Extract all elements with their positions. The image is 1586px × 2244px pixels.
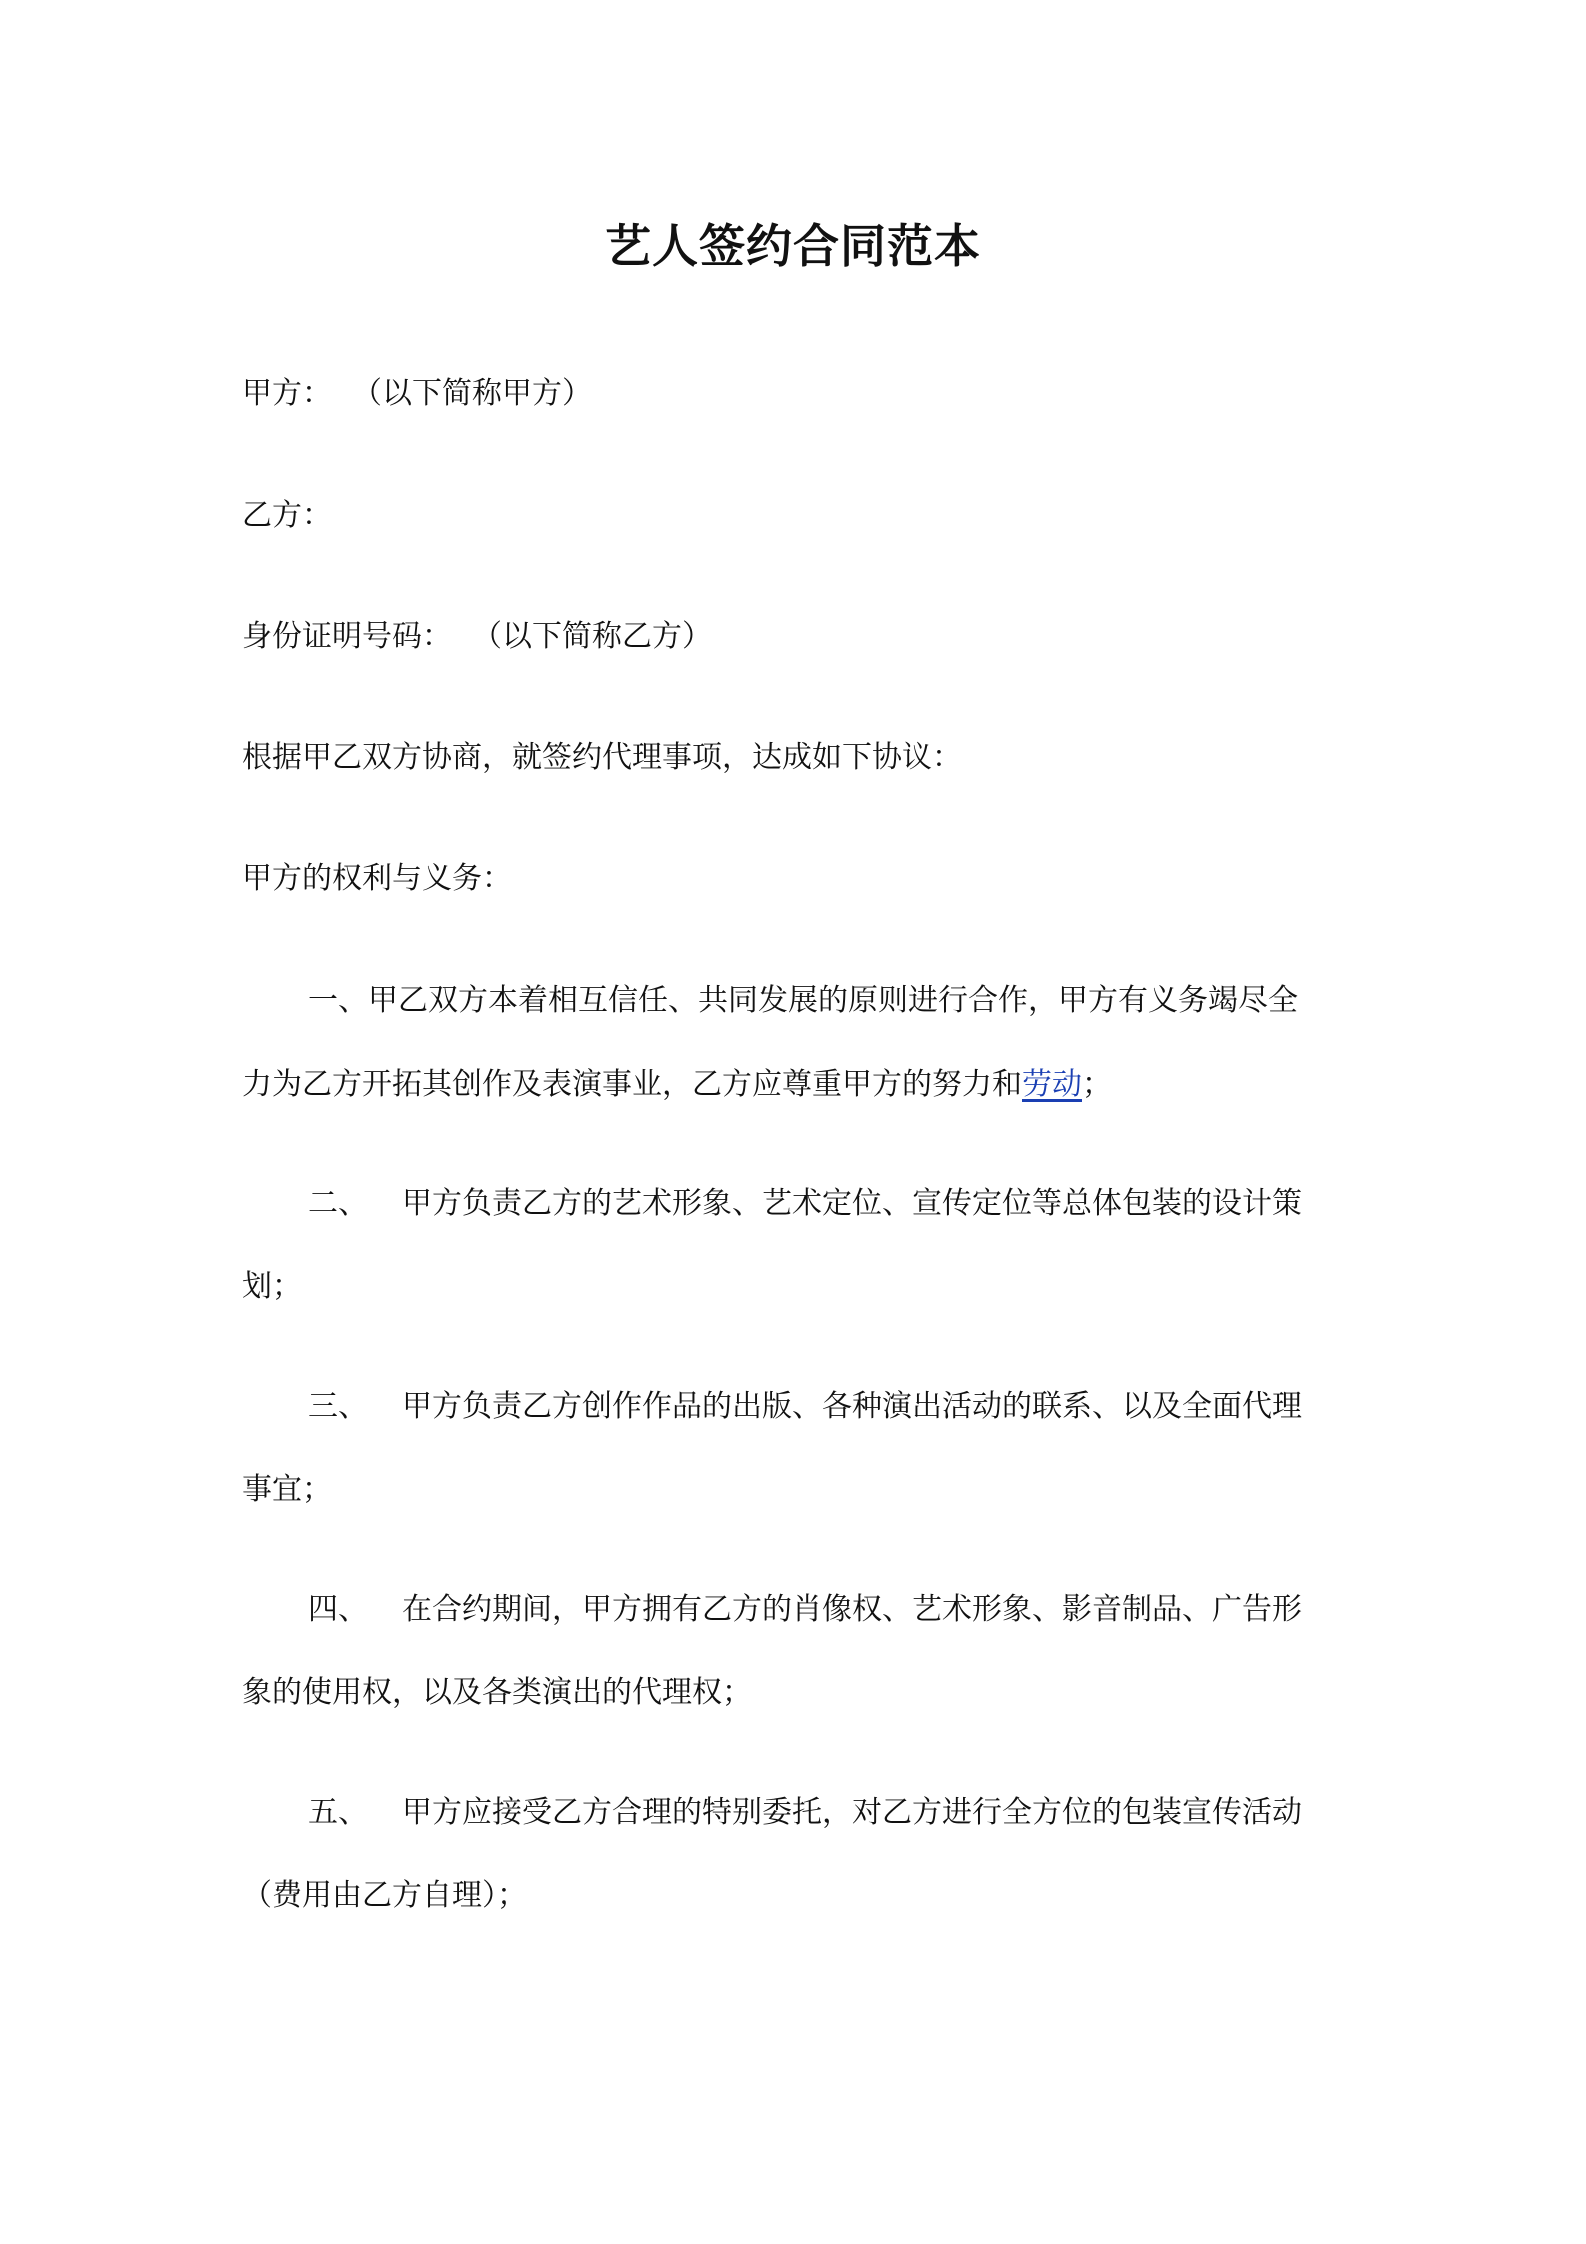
clause-4-line-2: 象的使用权，以及各类演出的代理权；	[242, 1675, 752, 1710]
clause-2-number: 二、	[308, 1186, 368, 1221]
party-b-label: 乙方：	[242, 498, 332, 533]
party-a-line	[242, 372, 592, 416]
clause-2-line-2: 划；	[242, 1269, 302, 1304]
party-a-note: （以下简称甲方）	[352, 376, 592, 411]
section-heading: 甲方的权利与义务：	[242, 861, 512, 896]
clause-3-line-1	[308, 1385, 1302, 1429]
party-a-label: 甲方：	[242, 376, 332, 411]
id-number-label: 身份证明号码：	[242, 619, 452, 654]
id-number-note: （以下简称乙方）	[472, 619, 712, 654]
clause-5-line-2: （费用由乙方自理）；	[242, 1878, 527, 1913]
clause-1-end: ；	[1082, 1067, 1112, 1102]
clause-5-text: 甲方应接受乙方合理的特别委托，对乙方进行全方位的包装宣传活动	[402, 1795, 1302, 1830]
preamble: 根据甲乙双方协商，就签约代理事项，达成如下协议：	[242, 740, 962, 775]
clause-1-line-2	[242, 1063, 1112, 1107]
clause-3-line-2: 事宜；	[242, 1472, 332, 1507]
clause-4-text: 在合约期间，甲方拥有乙方的肖像权、艺术形象、影音制品、广告形	[402, 1592, 1302, 1627]
clause-2-line-1	[308, 1182, 1302, 1226]
clause-4-number: 四、	[308, 1592, 368, 1627]
clause-3-number: 三、	[308, 1389, 368, 1424]
clause-4-line-1	[308, 1588, 1302, 1632]
id-number-line	[242, 615, 712, 659]
clause-2-text: 甲方负责乙方的艺术形象、艺术定位、宣传定位等总体包装的设计策	[402, 1186, 1302, 1221]
clause-5-line-1	[308, 1791, 1302, 1835]
clause-5-number: 五、	[308, 1795, 368, 1830]
clause-1-line-1: 一、甲乙双方本着相互信任、共同发展的原则进行合作，甲方有义务竭尽全	[308, 983, 1298, 1018]
party-b-line	[242, 494, 332, 538]
document-title: 艺人签约合同范本	[605, 219, 981, 273]
clause-3-text: 甲方负责乙方创作作品的出版、各种演出活动的联系、以及全面代理	[402, 1389, 1302, 1424]
labor-link[interactable]: 劳动	[1022, 1067, 1082, 1102]
clause-1-text: 力为乙方开拓其创作及表演事业，乙方应尊重甲方的努力和	[242, 1067, 1022, 1102]
